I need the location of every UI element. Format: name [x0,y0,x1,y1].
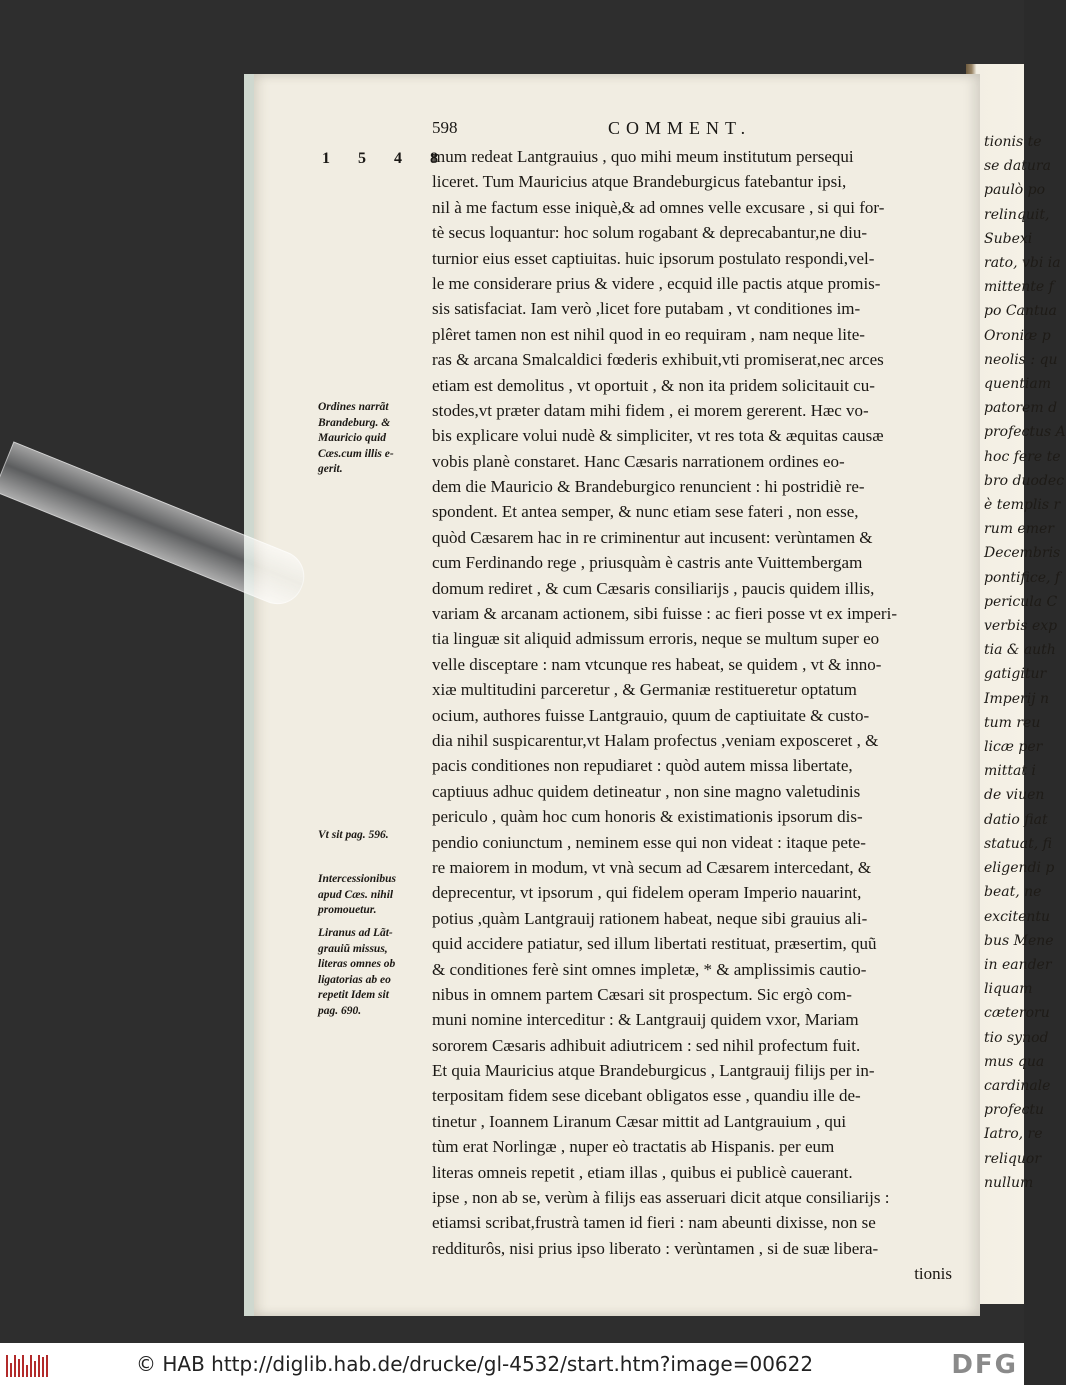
footer-copyright-link[interactable]: © HAB http://diglib.hab.de/drucke/gl-4532/start.htm?image=00622 [136,1352,814,1376]
text-line: redditurôs, nisi prius ipso liberato : verùntamen , si de suæ libera- [432,1238,879,1258]
text-line: xiæ multitudini parceretur , & Germaniæ restitueretur optatum [432,680,857,700]
text-line: spondent. Et antea semper, & nunc etiam sese fateri , non esse, [432,502,859,522]
adjacent-line: bus Mene [984,932,1054,949]
adjacent-line: profectu [984,1102,1045,1119]
text-line: quid accidere patiatur, sed illum libertati restituat, præsertim, quũ [432,934,877,954]
page-header [432,118,952,140]
dfg-logo: DFG [951,1350,1018,1380]
text-line: ipse , non ab se, verùm à filijs eas asseruari dicit atque consiliarijs : [432,1188,890,1208]
text-line: tinetur , Ioannem Liranum Cæsar mittit ad Lantgrauium , qui [432,1111,847,1131]
adjacent-line: se datura [984,158,1051,175]
adjacent-line: paulò po [984,182,1046,199]
text-line: Et quia Mauricius atque Brandeburgicus , Lantgrauij filijs per in- [432,1061,875,1081]
adjacent-line: reliquor [984,1150,1042,1167]
adjacent-page-text [984,130,1066,1195]
text-line: etiam est demolitus , vt oportuit , & non ita pridem solicitauit cu- [432,375,875,395]
adjacent-line: bro duodec [984,472,1065,489]
adjacent-line: licæ per [984,739,1043,756]
adjacent-line: mus qua [984,1053,1045,1070]
adjacent-line: quentiam [984,376,1052,393]
margin-note [318,400,426,478]
text-line: variam & arcanam actionem, sibi fuisse : ac fieri posse vt ex imperi- [432,604,897,624]
text-line: tia linguæ sit aliquid admissum erroris, neque se multum super eo [432,629,880,649]
text-line: vobis planè constaret. Hanc Cæsaris narrationem ordines eo- [432,451,845,471]
text-line: sororem Cæsaris adhibuit adiutricem : sed nihil profectum fuit. [432,1035,861,1055]
catchword: tionis [914,1264,952,1284]
text-line: tè secus loquantur: hoc solum rogabant & deprecabantur,ne diu- [432,223,868,243]
text-line: deprecentur, vt ipsorum , qui fidelem operam Imperio nauarint, [432,883,862,903]
margin-note-line: Brandeburg. & [318,416,391,429]
margin-note-line: pag. 690. [318,1004,362,1017]
adjacent-line: verbis exp [984,618,1058,635]
text-line: mum redeat Lantgrauius , quo mihi meum institutum persequi [432,147,854,166]
adjacent-line: eligendi p [984,860,1055,877]
text-line: liceret. Tum Mauricius atque Brandeburgicus fatebantur ipsi, [432,172,847,192]
adjacent-line: de viuen [984,787,1045,804]
adjacent-line: pontifice, f [984,569,1061,586]
margin-note-line: Intercessionibus [318,873,396,885]
adjacent-line: tionis te [984,134,1042,150]
text-line: captiuus adhuc quidem detineatur , non sine magno valetudinis [432,781,861,801]
adjacent-line: datio fiat [984,811,1048,828]
adjacent-line: statuat, fi [984,835,1053,852]
margin-note-line: Liranus ad Lãt- [318,927,393,939]
adjacent-line: Oroniæ p [984,327,1051,344]
adjacent-line: tum reu [984,714,1041,731]
page-number: 598 [432,118,458,137]
adjacent-line: relinquit, [984,206,1050,223]
text-line: pendio coniunctum , neminem esse qui non videat : itaque pete- [432,832,866,852]
text-line: plêret tamen non est nihil quod in eo requiram , nam neque lite- [432,324,865,344]
text-line: bis explicare volui nudè & simpliciter, vt res tota & æquitas causæ [432,426,884,446]
adjacent-line: excitentu [984,908,1051,925]
adjacent-line: nullum [984,1174,1034,1191]
text-line: & conditiones ferè sint omnes impletæ, * & amplissimis cautio- [432,959,867,979]
hab-logo-icon [6,1351,48,1377]
text-line: re maiorem in modum, vt vnà secum ad Cæsarem intercedant, & [432,857,872,877]
adjacent-line: tio synod [984,1029,1049,1046]
text-line: periculo , quàm hoc cum honoris & existimationis ipsorum dis- [432,807,863,827]
running-head: COMMENT. [608,118,752,138]
margin-note [318,926,426,1019]
adjacent-line: cæteroru [984,1005,1050,1022]
adjacent-line: Iatro, re [984,1126,1043,1143]
adjacent-line: Subexi [984,230,1033,247]
margin-note-line: apud Cæs. nihil [318,888,394,901]
margin-note-line: grauiũ missus, [318,942,388,955]
adjacent-line: è templis r [984,497,1061,514]
adjacent-line: po Cantua [984,303,1057,320]
footer-bar [0,1343,1024,1385]
margin-note-line: ligatorias ab eo [318,973,391,986]
adjacent-line: profectus A [984,424,1066,441]
text-line: muni nomine interceditur : & Lantgrauij quidem vxor, Mariam [432,1010,859,1030]
year-marker: 1 5 4 8 [322,150,450,167]
adjacent-line: Imperij n [984,690,1050,707]
text-line: ras & arcana Smalcaldici fœderis exhibuit,vti promiserat,nec arces [432,350,884,370]
adjacent-line: mittente f [984,279,1054,296]
adjacent-line: cardinale [984,1077,1051,1094]
text-line: turnior eius esset captiuitas. huic ipsorum postulato respondi,vel- [432,248,875,268]
adjacent-line: pericula C [984,593,1058,610]
adjacent-line: rum emer [984,521,1054,538]
adjacent-line: gatigitur [984,666,1047,683]
adjacent-line: Decembris [984,545,1061,562]
adjacent-line: neolis : qu [984,351,1058,368]
text-line: nibus in omnem partem Cæsari sit prospectum. Sic ergò com- [432,984,852,1004]
text-line: potius ,quàm Lantgrauij rationem habeat, neque sibi grauius ali- [432,908,868,928]
text-line: cum Ferdinando rege , priusquàm è castris ante Vuittembergam [432,553,863,573]
margin-note [318,872,426,919]
margin-note-line: Mauricio quid [318,432,387,444]
margin-note-line: literas omnes ob [318,958,396,970]
text-line: velle disceptare : nam vtcunque res habeat, se quidem , vt & inno- [432,654,882,674]
text-line: etiamsi scribat,frustrà tamen id fieri : nam abeunti dixisse, non se [432,1213,876,1233]
margin-note-line: promouetur. [318,904,377,916]
adjacent-line: in eander [984,956,1052,973]
text-line: sis satisfaciat. Iam verò ,licet fore putabam , vt conditiones im- [432,299,861,319]
text-line: pacis conditiones non repudiaret : quòd autem missa libertate, [432,756,853,776]
adjacent-line: mittat i [984,763,1036,780]
text-line: le me considerare prius & videre , ecquid ille pactis atque promis- [432,273,881,293]
adjacent-line: rato, vbi ia [984,255,1061,272]
text-line: terpositam fidem sese dicebant obligatos esse , quandiu ille de- [432,1086,861,1106]
adjacent-line: tia & auth [984,642,1056,659]
adjacent-line: liquam [984,981,1033,998]
text-line: tùm erat Norlingæ , nuper eò tractatis ab Hispanis. per eum [432,1137,835,1157]
body-text [432,144,952,1287]
margin-note [318,828,426,844]
adjacent-line: hoc fere te [984,448,1061,465]
text-line: literas omneis repetit , etiam illas , quibus ei publicè cauerant. [432,1162,853,1182]
margin-note-line: repetit Idem sit [318,989,389,1001]
adjacent-line: beat, ne [984,884,1042,901]
text-line: dem die Mauricio & Brandeburgico renuncient : hi postridiè re- [432,477,865,497]
margin-note-line: gerit. [318,463,343,475]
text-line: ocium, authores fuisse Lantgrauio, quum de captiuitate & custo- [432,705,870,725]
text-line: quòd Cæsarem hac in re criminentur aut incusent: verùntamen & [432,527,873,547]
text-line: domum rediret , & cum Cæsaris consiliarijs , paucis quidem illis, [432,578,875,598]
text-line: dia nihil suspicarentur,vt Halam profectus ,veniam exposceret , & [432,730,879,750]
text-line: nil à me factum esse iniquè,& ad omnes velle excusare , si qui for- [432,197,885,217]
margin-note-line: Ordines narrãt [318,401,389,413]
margin-note-line: Vt sit pag. 596. [318,829,389,841]
margin-note-line: Cæs.cum illis e- [318,447,394,460]
adjacent-line: patorem d [984,400,1058,417]
text-line: stodes,vt præter datam mihi fidem , ei morem gererent. Hæc vo- [432,400,869,420]
